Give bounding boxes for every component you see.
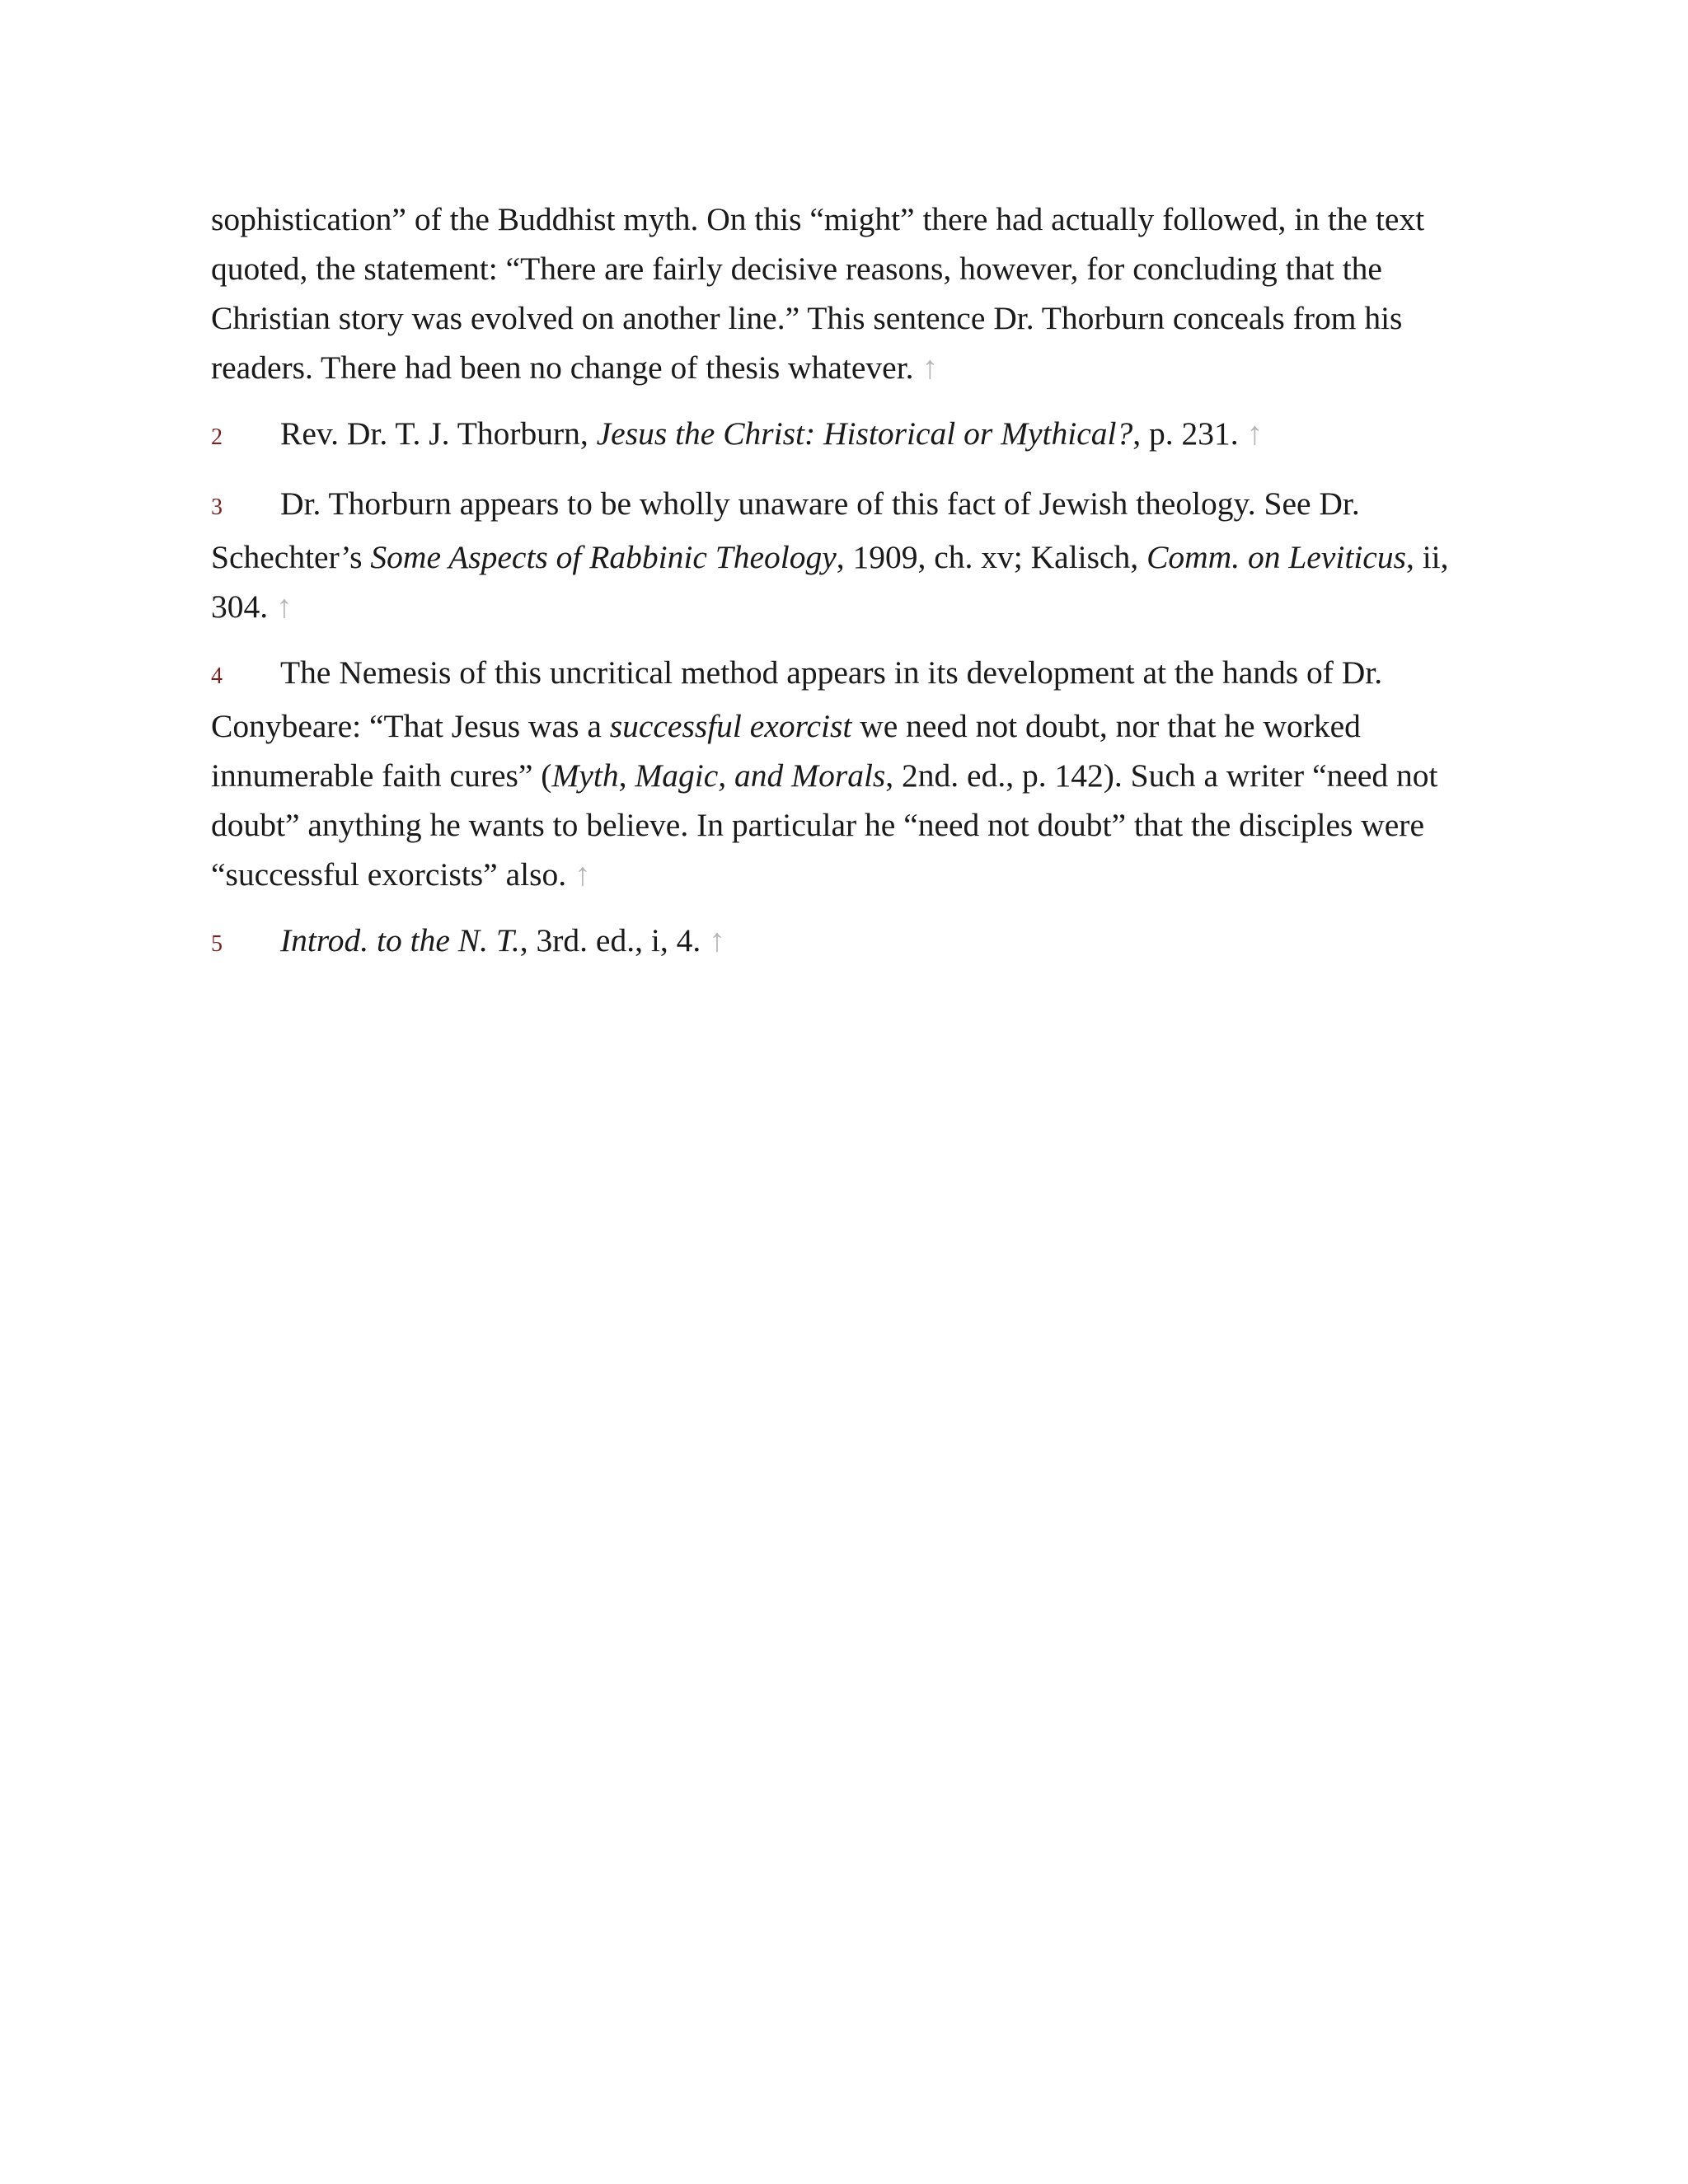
footnote-text (211, 201, 1424, 386)
text-run: we need not doubt, nor that he worked innumerable faith cures” ( (211, 708, 1361, 794)
text-run: , ii, 304. (211, 539, 1449, 625)
italic-title: Myth, Magic, and Morals (551, 757, 886, 794)
text-run: , 1909, ch. xv; Kalisch, (836, 539, 1147, 575)
footnote-text (211, 485, 1449, 625)
backlink-arrow-icon[interactable]: ↑ (276, 588, 293, 625)
footnote-4 (211, 648, 1480, 899)
footnote-5 (211, 916, 1480, 969)
footnote-text (211, 654, 1438, 893)
backlink-arrow-icon[interactable]: ↑ (1246, 415, 1264, 452)
footnote-3 (211, 479, 1480, 631)
text-run: , p. 231. (1132, 415, 1239, 452)
italic-title: successful exorcist (609, 708, 852, 744)
text-run: Dr. Thorburn appears to be wholly unaware of this fact of Jewish theology. See Dr. Schechter’s (211, 485, 1360, 575)
backlink-arrow-icon[interactable]: ↑ (574, 856, 591, 893)
text-run: , 2nd. ed., p. 142). Such a writer “need not doubt” anything he wants to believe. In particular he “need not doubt” that the disciples were “successful exorcists” also. (211, 757, 1438, 893)
footnote-number: 3 (211, 494, 223, 520)
footnote-2 (211, 409, 1480, 462)
footnote-text (280, 415, 1239, 452)
footnotes-page (211, 194, 1480, 986)
text-run: Rev. Dr. T. J. Thorburn, (280, 415, 597, 452)
backlink-arrow-icon[interactable]: ↑ (709, 922, 725, 958)
text-run: The Nemesis of this uncritical method appears in its development at the hands of Dr. Conybeare: “That Jesus was a (211, 654, 1383, 744)
italic-title: Some Aspects of Rabbinic Theology (370, 539, 837, 575)
backlink-arrow-icon[interactable]: ↑ (921, 349, 939, 386)
footnote-number: 4 (211, 663, 223, 689)
text-run: , 3rd. ed., i, 4. (519, 922, 701, 958)
text-run: sophistication” of the Buddhist myth. On this “might” there had actually followed, in the text quoted, the statement: “There are fairly decisive reasons, however, for concluding that the Christian story was evolved on another line.” This sentence Dr. Thorburn conceals from his readers. There had been no change of thesis whatever. (211, 201, 1425, 386)
footnote-text (280, 922, 701, 958)
italic-title: Introd. to the N. T. (280, 922, 520, 958)
footnote-continuation (211, 194, 1480, 392)
footnote-number: 5 (211, 931, 223, 957)
italic-title: Jesus the Christ: Historical or Mythical? (596, 415, 1133, 452)
footnote-number: 2 (211, 424, 223, 450)
italic-title: Comm. on Leviticus (1146, 539, 1406, 575)
